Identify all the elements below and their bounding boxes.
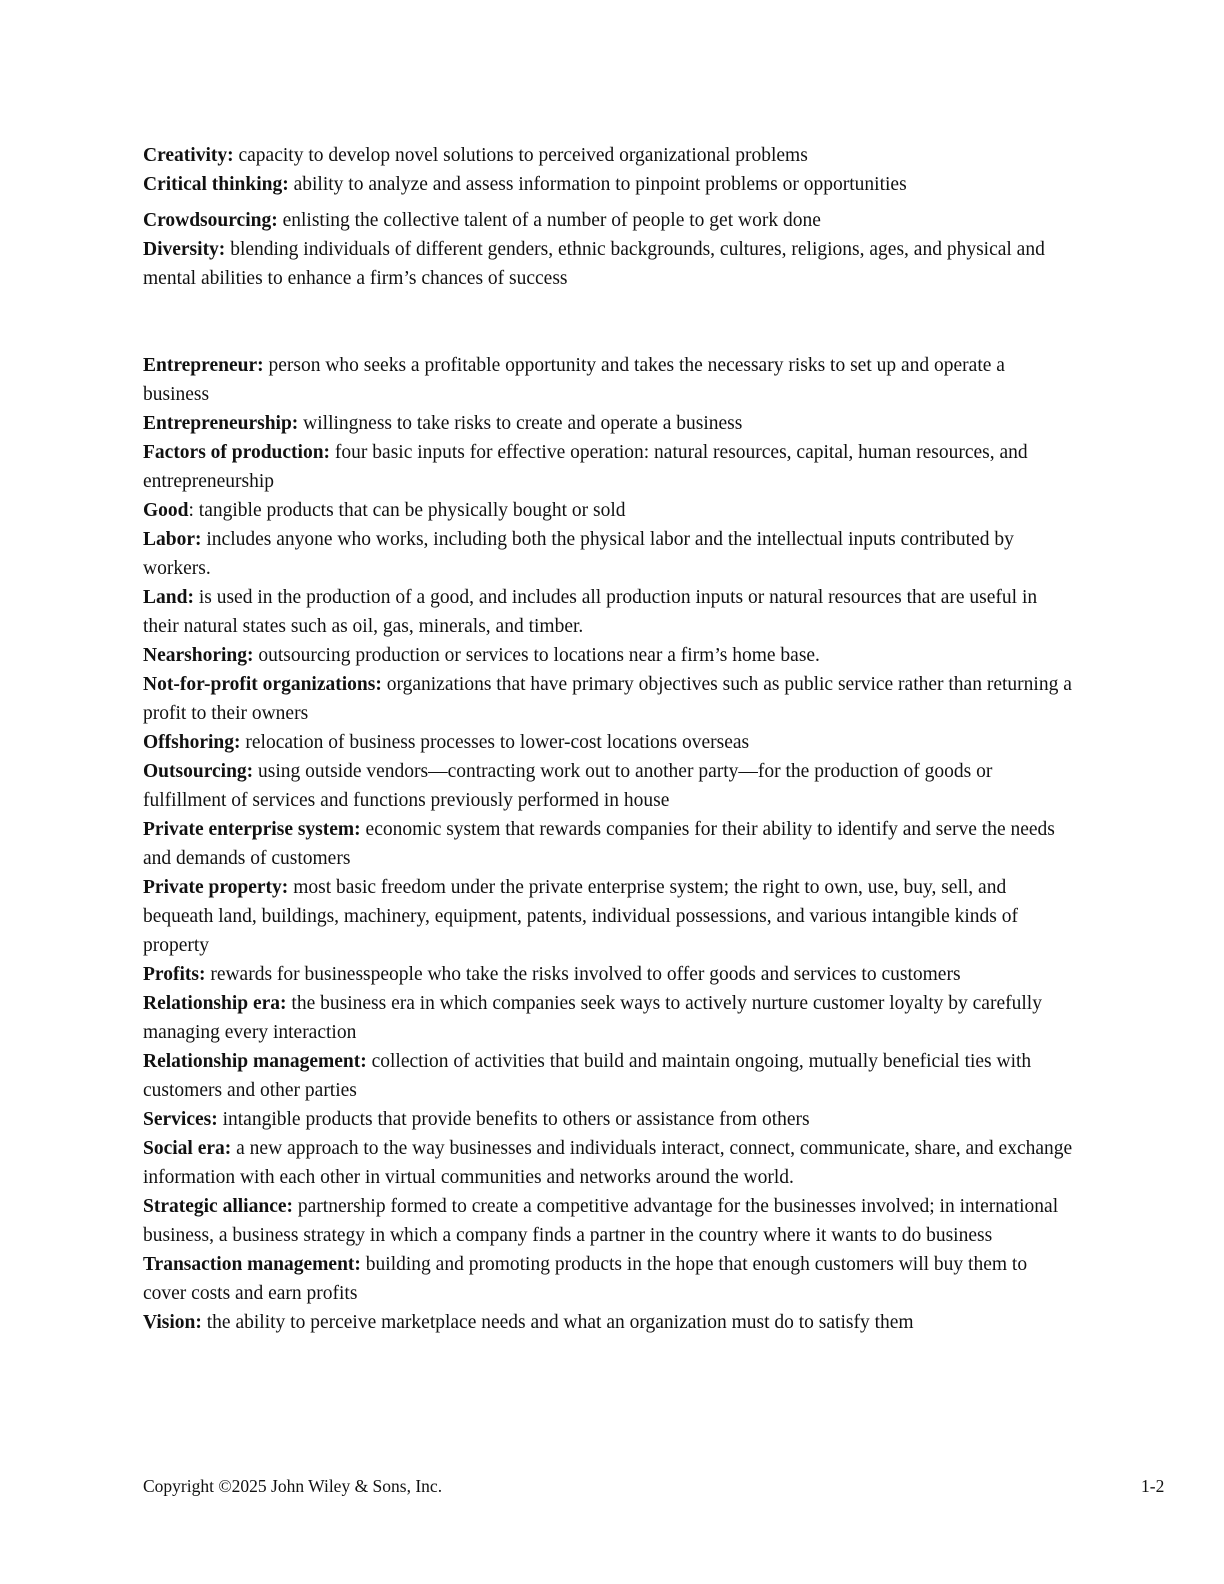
glossary-term: Offshoring:	[143, 732, 241, 753]
glossary-entry	[143, 409, 1073, 438]
glossary-definition: the business era in which companies seek ways to actively nurture customer loyalty by carefully managing every interaction	[143, 993, 1042, 1043]
glossary-entry	[143, 1105, 1073, 1134]
glossary-term: Entrepreneurship:	[143, 413, 299, 434]
glossary-definition: capacity to develop novel solutions to perceived organizational problems	[233, 145, 808, 166]
glossary-term: Not-for-profit organizations:	[143, 674, 382, 695]
glossary-definition: the ability to perceive marketplace needs and what an organization must do to satisfy them	[201, 1312, 914, 1333]
glossary-definition: is used in the production of a good, and includes all production inputs or natural resources that are useful in their natural states such as oil, gas, minerals, and timber.	[143, 587, 1038, 637]
glossary-term: Entrepreneur:	[143, 355, 264, 376]
glossary-definition: intangible products that provide benefits to others or assistance from others	[217, 1109, 810, 1130]
glossary-definition: rewards for businesspeople who take the risks involved to offer goods and services to customers	[205, 964, 961, 985]
glossary-term: Factors of production:	[143, 442, 331, 463]
glossary-entry	[143, 496, 1073, 525]
page-number: 1-2	[1141, 1476, 1165, 1496]
glossary-entry	[143, 641, 1073, 670]
glossary-term: Social era:	[143, 1138, 232, 1159]
glossary-entry	[143, 815, 1073, 873]
glossary-group-3	[143, 351, 1073, 1337]
glossary-term: Private property:	[143, 877, 289, 898]
glossary-definition: enlisting the collective talent of a number of people to get work done	[277, 210, 821, 231]
glossary-entry	[143, 1192, 1073, 1250]
glossary-entry	[143, 141, 1073, 170]
glossary-definition: partnership formed to create a competitive advantage for the businesses involved; in international business, a business strategy in which a company finds a partner in the country where it wants to do business	[143, 1196, 1059, 1246]
glossary-entry	[143, 583, 1073, 641]
glossary-definition: includes anyone who works, including both the physical labor and the intellectual inputs contributed by workers.	[143, 529, 1014, 579]
glossary-definition: four basic inputs for effective operation: natural resources, capital, human resources, and entrepreneurship	[143, 442, 1028, 492]
glossary-term: Critical thinking:	[143, 174, 289, 195]
glossary-entry	[143, 235, 1073, 293]
glossary-group-1	[143, 141, 1073, 199]
glossary-term: Services:	[143, 1109, 218, 1130]
glossary-definition: willingness to take risks to create and operate a business	[298, 413, 743, 434]
glossary-entry	[143, 525, 1073, 583]
glossary-term: Creativity:	[143, 145, 234, 166]
glossary-term: Outsourcing:	[143, 761, 254, 782]
glossary-entry	[143, 170, 1073, 199]
glossary-group-2	[143, 206, 1073, 293]
glossary-definition: using outside vendors—contracting work out to another party—for the production of goods or fulfillment of services and functions previously performed in house	[143, 761, 993, 811]
glossary-definition: blending individuals of different genders, ethnic backgrounds, cultures, religions, ages, and physical and mental abilities to enhance a firm’s chances of success	[143, 239, 1045, 289]
glossary-entry	[143, 1308, 1073, 1337]
glossary-term: Profits:	[143, 964, 206, 985]
glossary-entry	[143, 670, 1073, 728]
glossary-definition: economic system that rewards companies for their ability to identify and serve the needs and demands of customers	[143, 819, 1055, 869]
glossary-entry	[143, 960, 1073, 989]
glossary-definition: outsourcing production or services to locations near a firm’s home base.	[253, 645, 820, 666]
glossary-term: Good	[143, 500, 189, 521]
glossary-term: Transaction management:	[143, 1254, 361, 1275]
glossary-entry	[143, 873, 1073, 960]
glossary-term: Relationship era:	[143, 993, 287, 1014]
glossary-definition: most basic freedom under the private enterprise system; the right to own, use, buy, sell, and bequeath land, buildings, machinery, equipment, patents, individual possessions, and various intangible kinds of property	[143, 877, 1019, 956]
glossary-term: Diversity:	[143, 239, 226, 260]
glossary-definition: collection of activities that build and maintain ongoing, mutually beneficial ties with customers and other parties	[143, 1051, 1032, 1101]
glossary-term: Land:	[143, 587, 194, 608]
glossary-definition: building and promoting products in the hope that enough customers will buy them to cover costs and earn profits	[143, 1254, 1028, 1304]
glossary-term: Vision:	[143, 1312, 202, 1333]
copyright-notice: Copyright ©2025 John Wiley & Sons, Inc.	[143, 1476, 443, 1496]
glossary-definition: a new approach to the way businesses and individuals interact, connect, communicate, share, and exchange information with each other in virtual communities and networks around the world.	[143, 1138, 1073, 1188]
glossary-definition: person who seeks a profitable opportunity and takes the necessary risks to set up and operate a business	[143, 355, 1005, 405]
glossary-entry	[143, 438, 1073, 496]
glossary-entry	[143, 1047, 1073, 1105]
glossary-definition: organizations that have primary objectives such as public service rather than returning a profit to their owners	[143, 674, 1072, 724]
glossary-entry	[143, 1134, 1073, 1192]
glossary-entry	[143, 757, 1073, 815]
glossary-definition: relocation of business processes to lower-cost locations overseas	[240, 732, 750, 753]
glossary-entry	[143, 1250, 1073, 1308]
glossary-entry	[143, 989, 1073, 1047]
glossary-term: Crowdsourcing:	[143, 210, 278, 231]
glossary-entry	[143, 206, 1073, 235]
glossary-term: Labor:	[143, 529, 202, 550]
glossary-term: Relationship management:	[143, 1051, 367, 1072]
glossary-definition: : tangible products that can be physically bought or sold	[188, 500, 626, 521]
glossary-term: Strategic alliance:	[143, 1196, 293, 1217]
glossary-definition: ability to analyze and assess information to pinpoint problems or opportunities	[288, 174, 907, 195]
glossary-term: Nearshoring:	[143, 645, 254, 666]
glossary-entry	[143, 728, 1073, 757]
glossary-term: Private enterprise system:	[143, 819, 361, 840]
glossary-entry	[143, 351, 1073, 409]
